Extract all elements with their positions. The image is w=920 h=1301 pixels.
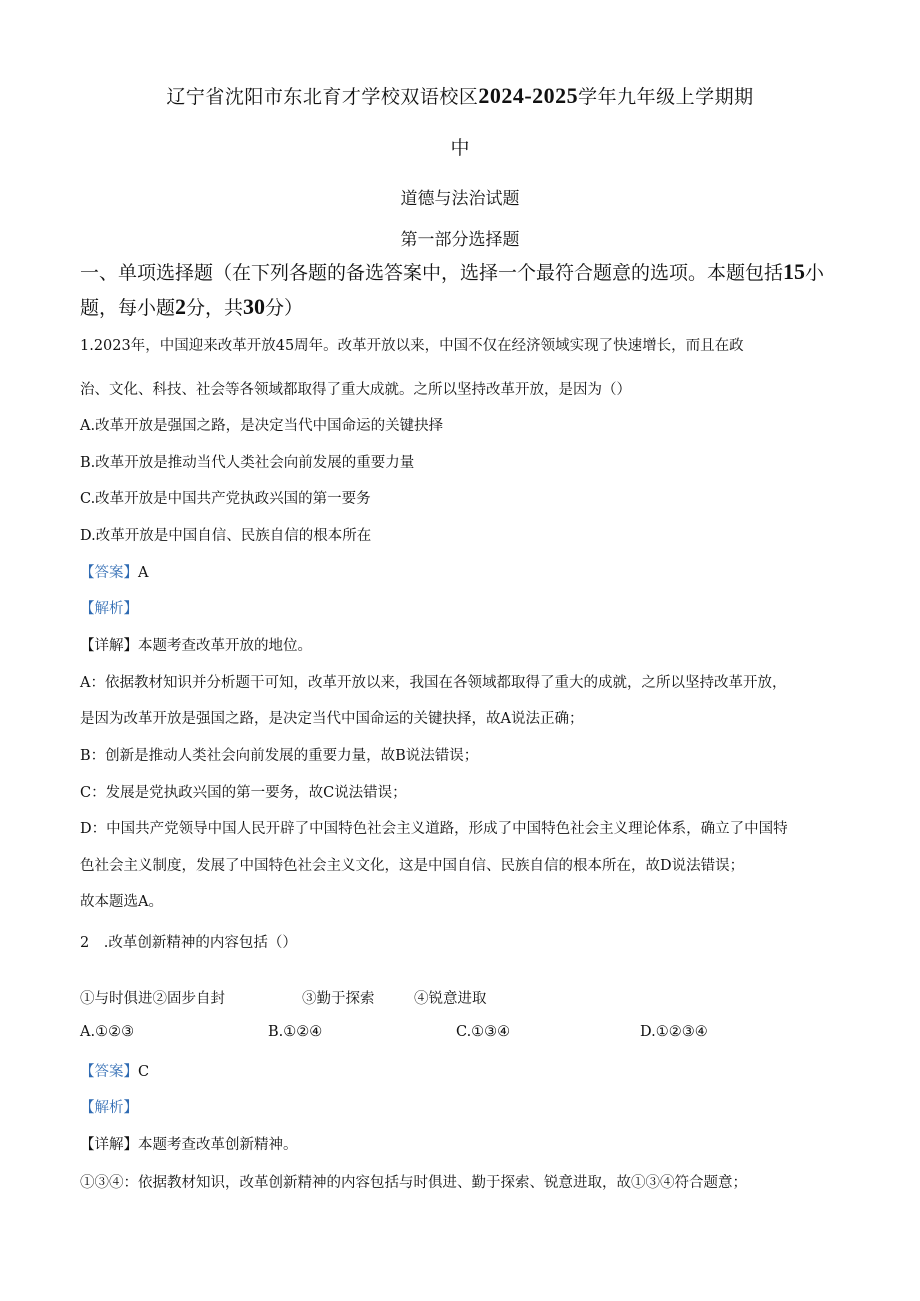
title-suffix: 学年九年级上学期期	[578, 86, 754, 108]
title-years: 2024-2025	[478, 83, 579, 108]
q1-explanation-line: C：发展是党执政兴国的第一要务，故C说法错误；	[80, 785, 407, 801]
q1-answer	[80, 561, 148, 582]
q1-explanation-line: 是因为改革开放是强国之路，是决定当代中国命运的关键抉择，故A说法正确；	[80, 711, 584, 727]
answer-value: A	[138, 565, 149, 581]
q2-answer	[80, 1060, 149, 1081]
exam-title-continued: 中	[450, 137, 470, 159]
part-title: 第一部分选择题	[400, 230, 520, 250]
q1-detail: 【详解】本题考查改革开放的地位。	[80, 638, 312, 654]
title-prefix: 辽宁省沈阳市东北育才学校双语校区	[166, 86, 479, 108]
subject-title: 道德与法治试题	[400, 189, 520, 209]
q1-explanation-line: 色社会主义制度，发展了中国特色社会主义文化，这是中国自信、民族自信的根本所在，故D说法错误；	[80, 858, 745, 874]
q1-option-a: A.改革开放是强国之路，是决定当代中国命运的关键抉择	[80, 418, 444, 434]
q2-detail: 【详解】本题考查改革创新精神。	[80, 1137, 298, 1153]
q2-analysis-tag: 【解析】	[80, 1100, 138, 1116]
q2-option-a: A.①②③	[80, 1024, 135, 1040]
section-heading-line1: 一、单项选择题（在下列各题的备选答案中，选择一个最符合题意的选项。本题包括15小	[80, 259, 825, 284]
q2-option-c: C.①③④	[456, 1024, 511, 1040]
q1-explanation-line: B：创新是推动人类社会向前发展的重要力量，故B说法错误；	[80, 748, 479, 764]
q2-explanation-line: ①③④：依据教材知识，改革创新精神的内容包括与时俱进、勤于探索、锐意进取，故①③④符合题意；	[80, 1175, 747, 1191]
q2-item: ④锐意进取	[414, 991, 487, 1007]
answer-value: C	[138, 1064, 150, 1080]
q1-conclusion: 故本题选A。	[80, 894, 163, 910]
q2-stem: 2 .改革创新精神的内容包括（）	[80, 935, 297, 951]
q2-option-d: D.①②③④	[640, 1024, 708, 1040]
section-heading-line2: 题，每小题2分，共30分）	[80, 294, 304, 319]
answer-tag: 【答案】	[80, 565, 138, 581]
q1-option-d: D.改革开放是中国自信、民族自信的根本所在	[80, 528, 372, 544]
exam-title	[0, 82, 920, 109]
q2-item: ①与时俱进②固步自封	[80, 991, 225, 1007]
q1-stem-line2: 治、文化、科技、社会等各领域都取得了重大成就。之所以坚持改革开放，是因为（）	[80, 382, 631, 398]
q2-item: ③勤于探索	[302, 991, 375, 1007]
q1-analysis-tag: 【解析】	[80, 601, 138, 617]
q1-option-b: B.改革开放是推动当代人类社会向前发展的重要力量	[80, 455, 415, 471]
q1-explanation-line: D：中国共产党领导中国人民开辟了中国特色社会主义道路，形成了中国特色社会主义理论体系，确立了中国特	[80, 821, 788, 837]
q1-option-c: C.改革开放是中国共产党执政兴国的第一要务	[80, 491, 371, 507]
answer-tag: 【答案】	[80, 1064, 138, 1080]
q1-stem-line1: 1.2023年，中国迎来改革开放45周年。改革开放以来，中国不仅在经济领域实现了快速增长，而且在政	[80, 338, 744, 354]
q2-option-b: B.①②④	[268, 1024, 323, 1040]
q1-explanation-line: A：依据教材知识并分析题干可知，改革开放以来，我国在各领域都取得了重大的成就，之所以坚持改革开放，	[80, 675, 787, 691]
